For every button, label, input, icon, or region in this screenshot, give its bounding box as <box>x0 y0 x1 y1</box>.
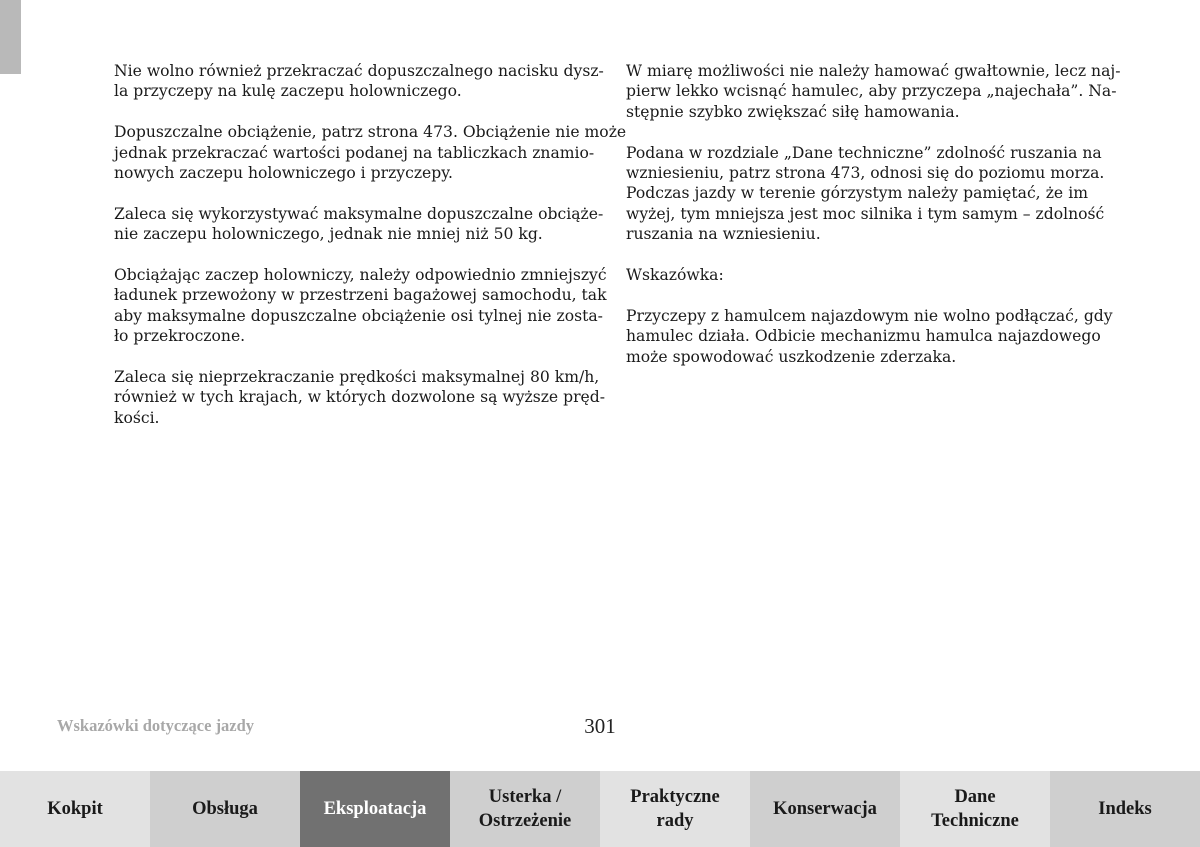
right-text-column <box>626 61 1121 387</box>
text-line: wzniesieniu, patrz strona 473, odnosi się do poziomu morza. <box>626 164 1105 183</box>
text-line: ładunek przewożony w przestrzeni bagażowej samochodu, tak <box>114 286 607 305</box>
tab-obsluga[interactable]: Obsługa <box>150 771 300 847</box>
text-line: wyżej, tym mniejsza jest moc silnika i tym samym – zdolność <box>626 204 1105 223</box>
text-line: hamulec działa. Odbicie mechanizmu hamulca najazdowego <box>626 327 1101 346</box>
paragraph <box>626 143 1105 245</box>
text-line: pierw lekko wcisnąć hamulec, aby przyczepa „najechała”. Na- <box>626 82 1117 101</box>
paragraph <box>626 61 1121 122</box>
text-line: W miarę możliwości nie należy hamować gwałtownie, lecz naj- <box>626 62 1121 80</box>
text-line: la przyczepy na kulę zaczepu holowniczego. <box>114 82 462 101</box>
chapter-navigation-bar <box>0 771 1200 847</box>
text-line: Podczas jazdy w terenie górzystym należy pamiętać, że im <box>626 184 1088 203</box>
text-line: Przyczepy z hamulcem najazdowym nie wolno podłączać, gdy <box>626 306 1113 325</box>
page-number: 301 <box>584 714 616 738</box>
text-line: nie zaczepu holowniczego, jednak nie mniej niż 50 kg. <box>114 225 543 244</box>
text-line: ruszania na wzniesieniu. <box>626 225 821 244</box>
text-line: Zaleca się nieprzekraczanie prędkości maksymalnej 80 km/h, <box>114 368 600 387</box>
text-line: aby maksymalne dopuszczalne obciążenie osi tylnej nie zosta- <box>114 306 603 325</box>
text-line: Podana w rozdziale „Dane techniczne” zdolność ruszania na <box>626 143 1102 162</box>
paragraph <box>114 204 604 245</box>
tab-eksploatacja[interactable]: Eksploatacja <box>300 771 450 847</box>
tab-praktyczne-rady[interactable]: Praktyczne rady <box>600 771 750 847</box>
text-line: może spowodować uszkodzenie zderzaka. <box>626 347 957 366</box>
paragraph <box>114 367 606 428</box>
text-line: Wskazówka: <box>626 266 724 285</box>
page-corner-marker <box>0 0 21 74</box>
tab-usterka-ostrzezenie[interactable]: Usterka / Ostrzeżenie <box>450 771 600 847</box>
tab-kokpit[interactable]: Kokpit <box>0 771 150 847</box>
text-line: kości. <box>114 408 160 427</box>
text-line: Nie wolno również przekraczać dopuszczalnego nacisku dysz- <box>114 62 604 80</box>
tab-indeks[interactable]: Indeks <box>1050 771 1200 847</box>
text-line: również w tych krajach, w których dozwolone są wyższe pręd- <box>114 388 606 407</box>
tab-konserwacja[interactable]: Konserwacja <box>750 771 900 847</box>
text-line: nowych zaczepu holowniczego i przyczepy. <box>114 164 453 183</box>
text-line: Zaleca się wykorzystywać maksymalne dopuszczalne obciąże- <box>114 204 604 223</box>
footer-section-title: Wskazówki dotyczące jazdy <box>57 716 255 735</box>
text-line: Dopuszczalne obciążenie, patrz strona 473. Obciążenie nie może <box>114 123 627 142</box>
tab-dane-techniczne[interactable]: Dane Techniczne <box>900 771 1050 847</box>
text-line: stępnie szybko zwiększać siłę hamowania. <box>626 102 960 121</box>
paragraph <box>114 265 607 347</box>
paragraph <box>114 122 627 183</box>
paragraph <box>626 265 1088 285</box>
text-line: ło przekroczone. <box>114 327 246 346</box>
text-line: jednak przekraczać wartości podanej na tabliczkach znamio- <box>114 143 595 162</box>
paragraph <box>626 306 1113 367</box>
left-text-column <box>114 61 627 449</box>
paragraph <box>114 61 604 102</box>
text-line: Obciążając zaczep holowniczy, należy odpowiednio zmniejszyć <box>114 266 607 285</box>
